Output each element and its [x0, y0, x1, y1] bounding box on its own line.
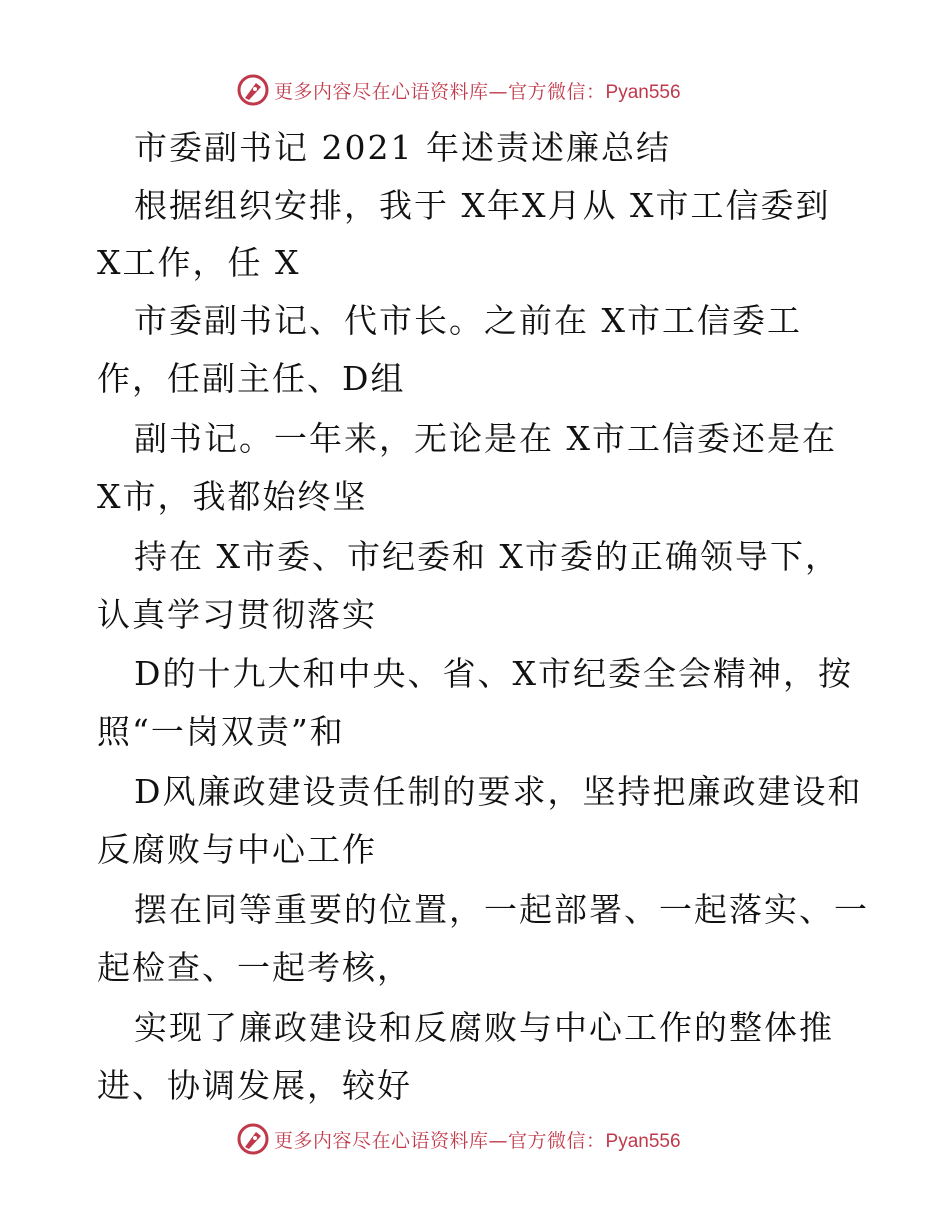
- document-title: 市委副书记 2021 年述责述廉总结: [134, 128, 671, 167]
- paragraph-line: 反腐败与中心工作: [97, 830, 377, 869]
- pen-nib-circle-icon: [236, 1122, 270, 1156]
- pen-nib-circle-icon: [236, 73, 270, 107]
- paragraph-line: 照“一岗双责”和: [97, 712, 345, 751]
- watermark-text: 更多内容尽在心语资料库—官方微信：Pyan556: [274, 80, 681, 103]
- paragraph-line: 进、协调发展，较好: [97, 1066, 412, 1105]
- paragraph-line: X市，我都始终坚: [97, 477, 368, 516]
- footer-watermark: [236, 1121, 681, 1157]
- wechat-id: Pyan556: [605, 81, 681, 103]
- watermark-text: 更多内容尽在心语资料库—官方微信：Pyan556: [274, 1129, 681, 1152]
- paragraph-line: D风廉政建设责任制的要求，坚持把廉政建设和: [134, 772, 863, 811]
- paragraph-line: 根据组织安排，我于 X年X月从 X市工信委到: [134, 186, 831, 225]
- paragraph-line: 摆在同等重要的位置，一起部署、一起落实、一: [134, 890, 869, 929]
- paragraph-line: 作，任副主任、D组: [97, 359, 406, 398]
- paragraph-line: X工作，任 X: [97, 243, 301, 282]
- paragraph-line: 市委副书记、代市长。之前在 X市工信委工: [134, 301, 802, 340]
- paragraph-line: 认真学习贯彻落实: [97, 595, 377, 634]
- header-watermark: [236, 72, 681, 108]
- paragraph-line: 起检查、一起考核，: [97, 948, 412, 987]
- paragraph-line: D的十九大和中央、省、X市纪委全会精神，按: [134, 654, 853, 693]
- paragraph-line: 副书记。一年来，无论是在 X市工信委还是在: [134, 419, 837, 458]
- wechat-id: Pyan556: [605, 1130, 681, 1152]
- paragraph-line: 实现了廉政建设和反腐败与中心工作的整体推: [134, 1008, 834, 1047]
- paragraph-line: 持在 X市委、市纪委和 X市委的正确领导下，: [134, 537, 840, 576]
